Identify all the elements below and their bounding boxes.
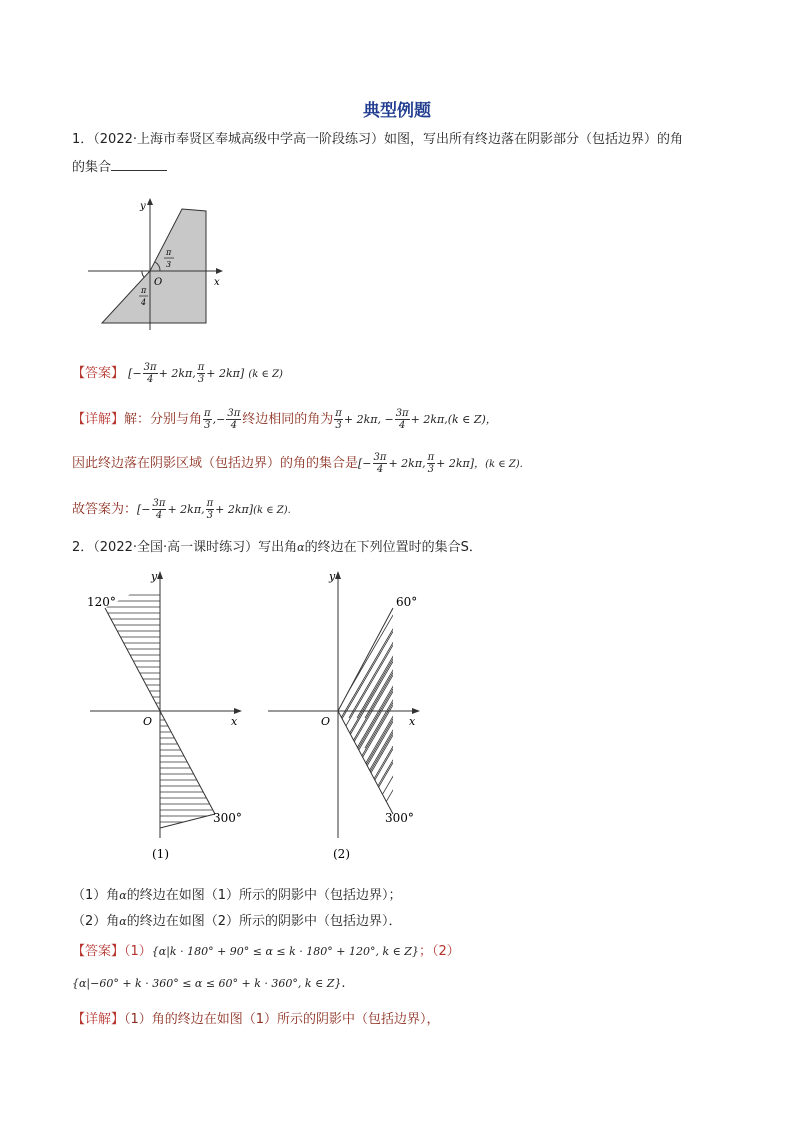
axis-y-label: y (140, 201, 146, 212)
answer-q2-line-2: {α|−60° + k · 360° ≤ α ≤ 60° + k · 360°, k ∈ Z}. (72, 976, 346, 991)
figure-q1-shaded-angle (84, 195, 234, 330)
svg-text:x: x (409, 715, 416, 728)
question-number: 1． (72, 132, 94, 147)
axis-x-label: x (214, 277, 220, 288)
svg-text:O: O (321, 715, 331, 728)
x-axis-arrow (216, 268, 223, 274)
svg-text:y: y (151, 570, 158, 583)
label-300: 300° (213, 811, 242, 825)
question-2-line-1: 2．（2022·全国·高一课时练习）写出角α的终边在下列位置时的集合S． (72, 540, 482, 555)
q2-item-2: （2）角α的终边在如图（2）所示的阴影中（包括边界）． (72, 914, 402, 929)
y-axis-arrow (157, 571, 163, 579)
detail-q1-line-2: 因此终边落在阴影区域（包括边界）的角的集合是[− $\frac{3\pi}{4}$ + 2kπ, $\frac{\pi}{3}$ + 2kπ]，(k ∈ Z). (72, 452, 523, 475)
section-heading: 典型例题 (363, 101, 431, 121)
answer-blank (111, 158, 167, 171)
question-1-line-1 (72, 130, 683, 150)
origin-label: O (154, 277, 163, 288)
question-text: 如图，写出所有终边落在阴影部分（包括边界）的角 (384, 132, 684, 147)
svg-text:y: y (329, 570, 336, 583)
angle-arc-bottom (142, 271, 144, 277)
svg-text:O: O (143, 715, 153, 728)
detail-q1-line-1: 【详解】解：分别与角 $\frac{\pi}{3}$ ,− $\frac{3\pi}{4}$ 终边相同的角为 $\frac{\pi}{3}$ + 2kπ, − $\frac{3\pi}{4}$ + 2kπ,(k ∈ Z)， (72, 408, 497, 431)
question-source: （2022·上海市奉贤区奉城高级中学高一阶段练习） (93, 132, 384, 147)
svg-text:x: x (231, 715, 238, 728)
question-1-line-2 (72, 158, 167, 178)
y-axis-arrow (147, 198, 153, 205)
angle-bottom-numerator: π (141, 286, 147, 295)
figure-q2-1 (85, 568, 255, 868)
q2-item-1: （1）角α的终边在如图（1）所示的阴影中（包括边界）； (72, 888, 402, 903)
detail-label: 【详解】 (72, 412, 125, 427)
figure-caption-1: (1) (152, 847, 169, 861)
answer-label: 【答案】 (72, 944, 125, 959)
label-300: 300° (385, 811, 414, 825)
y-axis-arrow (335, 571, 341, 579)
question-number: 2． (72, 540, 94, 555)
question-text: 的集合 (72, 160, 112, 175)
figure-q2-2 (265, 568, 435, 868)
angle-bottom-denominator: 4 (141, 298, 147, 307)
x-axis-arrow (234, 708, 242, 714)
angle-top-denominator: 3 (166, 260, 172, 269)
answer-q2-line-1: 【答案】（1）{α|k · 180° + 90° ≤ α ≤ k · 180° + 120°, k ∈ Z}；（2） (72, 944, 460, 959)
answer-q1: 【答案】 [− $\frac{3\pi}{4}$ + 2kπ, $\frac{\pi}{3}$ + 2kπ] (k ∈ Z) (72, 362, 283, 385)
label-120: 120° (87, 595, 116, 609)
x-axis-arrow (412, 708, 420, 714)
detail-q1-line-3: 故答案为：[− $\frac{3\pi}{4}$ + 2kπ, $\frac{\pi}{3}$ + 2kπ](k ∈ Z). (72, 498, 291, 521)
detail-q2: 【详解】（1）角的终边在如图（1）所示的阴影中（包括边界）， (72, 1012, 440, 1027)
shaded-region (102, 209, 206, 323)
question-source: （2022·全国·高一课时练习） (93, 540, 259, 555)
label-60: 60° (396, 595, 418, 609)
angle-top-numerator: π (166, 248, 172, 257)
hatch-region-top (85, 595, 165, 709)
figure-caption-2: (2) (333, 847, 350, 861)
answer-label: 【答案】 (72, 366, 125, 381)
detail-label: 【详解】 (72, 1012, 125, 1027)
